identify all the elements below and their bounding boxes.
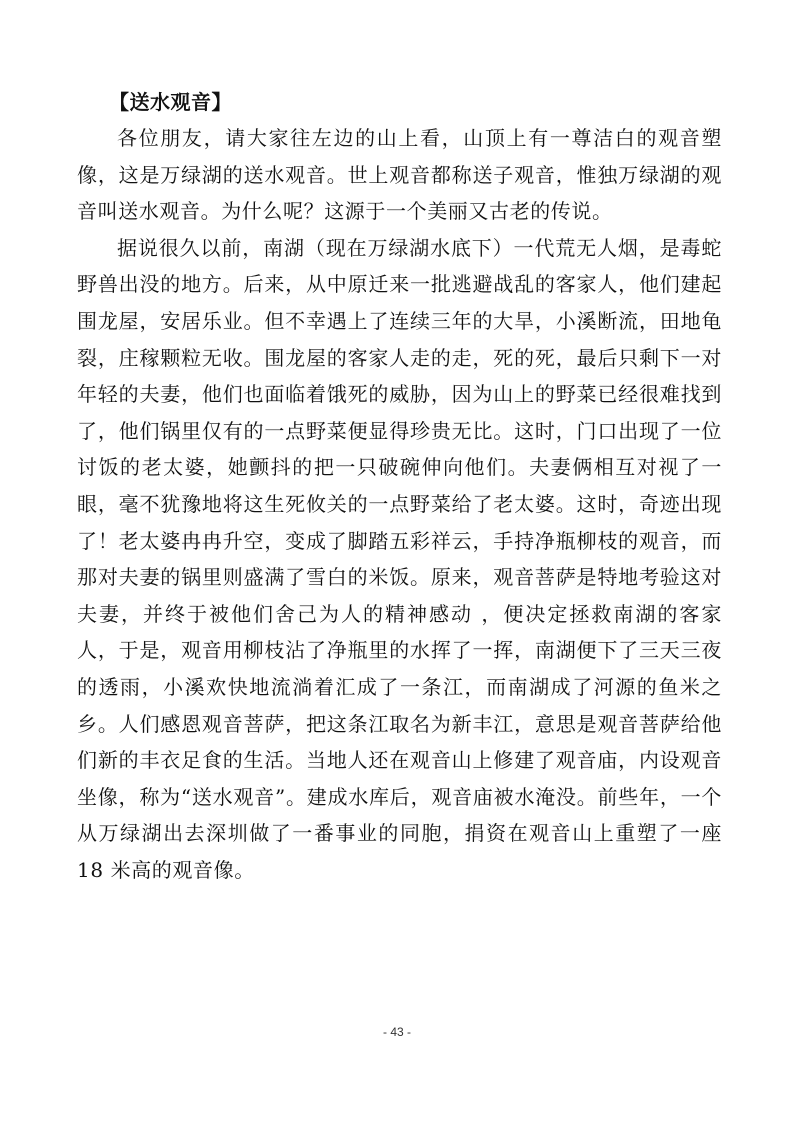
page-content <box>77 84 722 888</box>
paragraph-intro: 各位朋友，请大家往左边的山上看，山顶上有一尊洁白的观音塑像，这是万绿湖的送水观音。世上观音都称送子观音，惟独万绿湖的观音叫送水观音。为什么呢？这源于一个美丽又古老的传说。 <box>77 126 722 224</box>
section-heading: 【送水观音】 <box>109 90 232 114</box>
page-number: - 43 - <box>382 1025 411 1039</box>
paragraph-legend: 据说很久以前，南湖（现在万绿湖水底下）一代荒无人烟，是毒蛇野兽出没的地方。后来，从中原迁来一批逃避战乱的客家人，他们建起围龙屋，安居乐业。但不幸遇上了连续三年的大旱，小溪断流，田地龟裂，庄稼颗粒无收。围龙屋的客家人走的走，死的死，最后只剩下一对年轻的夫妻，他们也面临着饿死的威胁，因为山上的野菜已经很难找到了，他们锅里仅有的一点野菜便显得珍贵无比。这时，门口出现了一位讨饭的老太婆，她颤抖的把一只破碗伸向他们。夫妻俩相互对视了一眼，毫不犹豫地将这生死攸关的一点野菜给了老太婆。这时，奇迹出现了！老太婆冉冉升空，变成了脚踏五彩祥云，手持净瓶柳枝的观音，而那对夫妻的锅里则盛满了雪白的米饭。原来，观音菩萨是特地考验这对夫妻，并终于被他们舍己为人的精神感动 ，便决定拯救南湖的客家人，于是，观音用柳枝沾了净瓶里的水挥了一挥，南湖便下了三天三夜的透雨，小溪欢快地流淌着汇成了一条江，而南湖成了河源的鱼米之乡。人们感恩观音菩萨，把这条江取名为新丰江，意思是观音菩萨给他们新的丰衣足食的生活。当地人还在观音山上修建了观音庙，内设观音坐像，称为“送水观音”。建成水库后，观音庙被水淹没。前些年，一个从万绿湖出去深圳做了一番事业的同胞，捐资在观音山上重塑了一座 18 米高的观音像。 <box>77 235 722 882</box>
